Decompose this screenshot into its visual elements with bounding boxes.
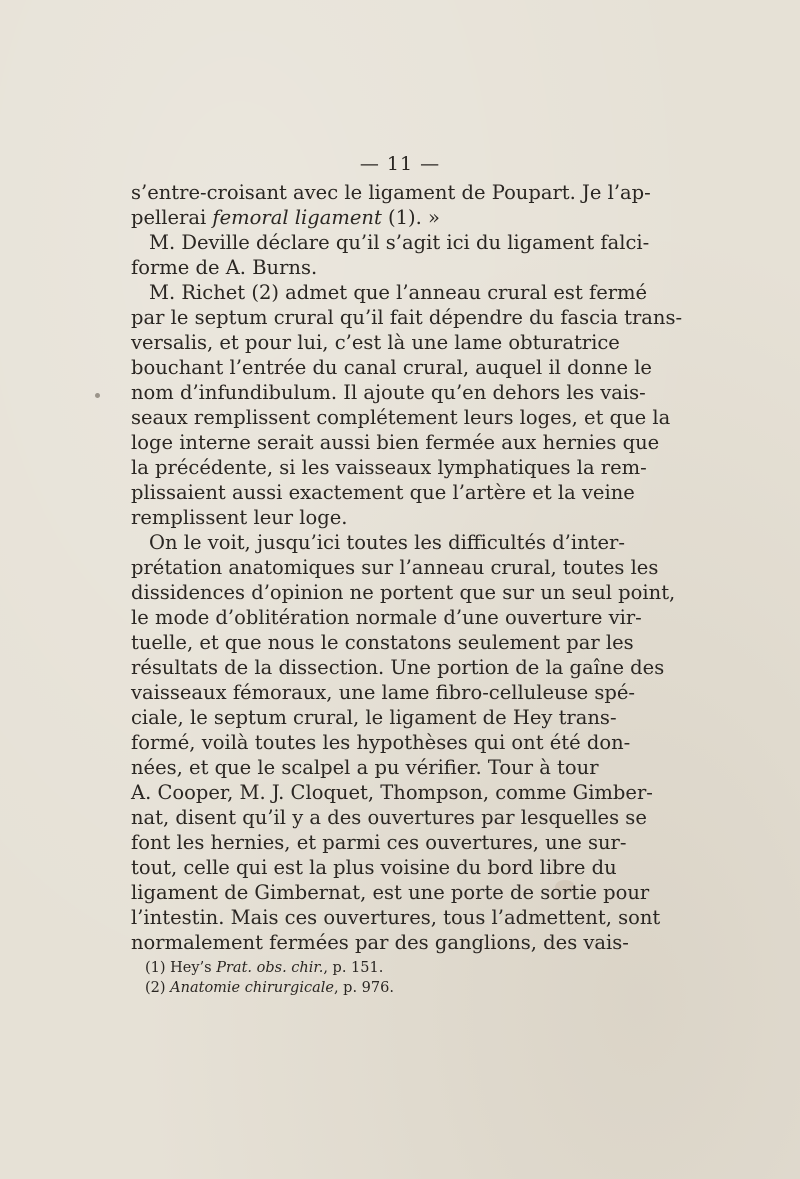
text-line: le mode d’oblitération normale d’une ouverture vir- xyxy=(131,606,642,629)
footnote: (1) Hey’s Prat. obs. chir., p. 151. xyxy=(145,960,384,976)
text-line: résultats de la dissection. Une portion de la gaîne des xyxy=(131,656,665,679)
text-line: l’intestin. Mais ces ouvertures, tous l’admettent, sont xyxy=(131,906,661,929)
footnotes xyxy=(145,958,394,998)
footnote: (2) Anatomie chirurgicale, p. 976. xyxy=(145,980,394,996)
text-line: bouchant l’entrée du canal crural, auquel il donne le xyxy=(131,356,652,379)
text-line: dissidences d’opinion ne portent que sur un seul point, xyxy=(131,581,676,604)
text-line: vaisseaux fémoraux, une lame fibro-celluleuse spé- xyxy=(131,681,635,704)
text-line: s’entre-croisant avec le ligament de Poupart. Je l’ap- xyxy=(131,181,651,204)
text-line: forme de A. Burns. xyxy=(131,256,318,279)
text-line: nom d’infundibulum. Il ajoute qu’en dehors les vais- xyxy=(131,381,646,404)
text-line: remplissent leur loge. xyxy=(131,506,348,529)
text-line: A. Cooper, M. J. Cloquet, Thompson, comme Gimber- xyxy=(131,781,653,804)
text-line: par le septum crural qu’il fait dépendre du fascia trans- xyxy=(131,306,683,329)
text-line: tout, celle qui est la plus voisine du bord libre du xyxy=(131,856,617,879)
text-line: ligament de Gimbernat, est une porte de sortie pour xyxy=(131,881,650,904)
text-line: normalement fermées par des ganglions, des vais- xyxy=(131,931,629,954)
text-line: la précédente, si les vaisseaux lymphatiques la rem- xyxy=(131,456,647,479)
text-line: nat, disent qu’il y a des ouvertures par lesquelles se xyxy=(131,806,647,829)
text-line: nées, et que le scalpel a pu vérifier. Tour à tour xyxy=(131,756,599,779)
text-line: versalis, et pour lui, c’est là une lame obturatrice xyxy=(131,331,620,354)
text-line: plissaient aussi exactement que l’artère et la veine xyxy=(131,481,635,504)
text-line: seaux remplissent complétement leurs loges, et que la xyxy=(131,406,671,429)
text-line: ciale, le septum crural, le ligament de Hey trans- xyxy=(131,706,617,729)
text-line: On le voit, jusqu’ici toutes les difficultés d’inter- xyxy=(149,531,625,554)
text-line: tuelle, et que nous le constatons seulement par les xyxy=(131,631,634,654)
text-line: M. Deville déclare qu’il s’agit ici du ligament falci- xyxy=(149,231,650,254)
page-number: — 11 — xyxy=(359,153,441,175)
body-text xyxy=(131,180,683,955)
text-line: M. Richet (2) admet que l’anneau crural est fermé xyxy=(149,281,648,304)
text-line: font les hernies, et parmi ces ouvertures, une sur- xyxy=(131,831,627,854)
text-line: prétation anatomiques sur l’anneau crural, toutes les xyxy=(131,556,659,579)
paper-speck xyxy=(95,393,100,398)
text-line: formé, voilà toutes les hypothèses qui ont été don- xyxy=(131,731,631,754)
text-line: loge interne serait aussi bien fermée aux hernies que xyxy=(131,431,660,454)
text-line: pellerai femoral ligament (1). » xyxy=(131,206,440,229)
